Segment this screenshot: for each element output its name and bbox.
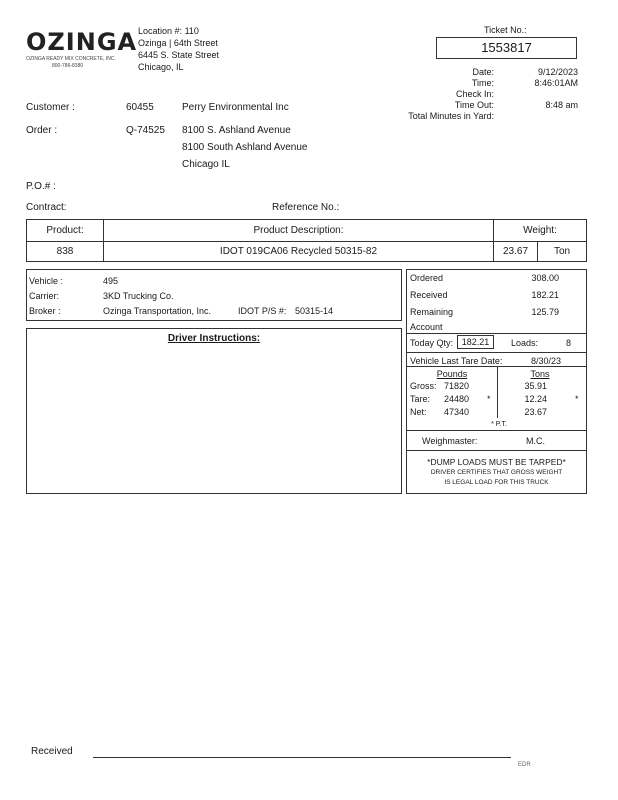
carrier-label: Carrier: bbox=[29, 291, 60, 301]
tare-marker: * bbox=[487, 394, 491, 404]
tare-label: Tare: bbox=[410, 394, 431, 404]
reference-label: Reference No.: bbox=[272, 202, 340, 213]
company-logo: OZINGA bbox=[26, 28, 138, 56]
gross-tons: 35.91 bbox=[524, 381, 547, 391]
tarp-notice: *DUMP LOADS MUST BE TARPED* bbox=[427, 457, 566, 467]
loads-value: 8 bbox=[565, 338, 571, 348]
tare-date-label: Vehicle Last Tare Date: bbox=[410, 356, 503, 366]
net-tons: 23.67 bbox=[524, 407, 547, 417]
today-qty-box bbox=[457, 335, 494, 349]
ticket-number-box bbox=[436, 37, 577, 59]
gross-weight-notice: DRIVER CERTIFIES THAT GROSS WEIGHT bbox=[430, 469, 563, 476]
driver-instructions-box bbox=[26, 328, 402, 494]
timeout-value: 8:48 am bbox=[545, 100, 578, 110]
product-header: Product: bbox=[46, 225, 84, 236]
po-label: P.O.# : bbox=[26, 181, 56, 192]
ticket-number: 1553817 bbox=[481, 40, 532, 55]
product-description: IDOT 019CA06 Recycled 50315-82 bbox=[219, 246, 378, 257]
time-value: 8:46:01AM bbox=[534, 78, 578, 88]
received-qty-value: 182.21 bbox=[531, 290, 559, 300]
order-id: Q-74525 bbox=[126, 125, 165, 136]
tare-pounds: 24480 bbox=[443, 394, 469, 404]
product-unit: Ton bbox=[553, 246, 571, 257]
weight-header: Weight: bbox=[523, 225, 557, 236]
account-label: Account bbox=[410, 322, 443, 332]
pounds-header: Pounds bbox=[436, 369, 468, 379]
net-pounds: 47340 bbox=[443, 407, 469, 417]
location-line bbox=[138, 26, 199, 36]
order-city: Chicago IL bbox=[182, 159, 230, 170]
product-code: 838 bbox=[56, 246, 74, 257]
ordered-value: 308.00 bbox=[531, 273, 559, 283]
location-city: Chicago, IL bbox=[138, 62, 184, 72]
date-label: Date: bbox=[472, 67, 494, 77]
loads-label: Loads: bbox=[511, 338, 539, 348]
quantities-box bbox=[406, 269, 587, 494]
total-minutes-label: Total Minutes in Yard: bbox=[408, 111, 494, 121]
vehicle-box bbox=[26, 269, 402, 321]
legal-load-notice: IS LEGAL LOAD FOR THIS TRUCK bbox=[444, 479, 549, 486]
date-value: 9/12/2023 bbox=[537, 67, 578, 77]
signature-line bbox=[93, 757, 511, 758]
order-label: Order : bbox=[26, 125, 58, 136]
broker-name: Ozinga Transportation, Inc. bbox=[103, 306, 212, 316]
today-qty-label: Today Qty: bbox=[410, 338, 454, 348]
order-address-2: 8100 South Ashland Avenue bbox=[182, 142, 308, 153]
weighmaster-label: Weighmaster: bbox=[422, 436, 478, 446]
remaining-value: 125.79 bbox=[531, 307, 559, 317]
logo-tagline: OZINGA READY MIX CONCRETE, INC. bbox=[26, 56, 116, 62]
received-label: Received bbox=[31, 746, 73, 757]
tare-date-value: 8/30/23 bbox=[530, 356, 561, 366]
carrier-name: 3KD Trucking Co. bbox=[103, 291, 174, 301]
weighmaster-value: M.C. bbox=[526, 436, 545, 446]
location-name: Ozinga | 64th Street bbox=[138, 38, 218, 48]
ordered-label: Ordered bbox=[410, 273, 444, 283]
time-label: Time: bbox=[471, 78, 494, 88]
received-qty-label: Received bbox=[410, 290, 448, 300]
corner-stamp: EDR bbox=[518, 762, 531, 768]
today-qty-value: 182.21 bbox=[461, 337, 490, 347]
pt-note: * P.T. bbox=[491, 421, 507, 428]
tare-tons-marker: * bbox=[575, 394, 579, 404]
description-header: Product Description: bbox=[253, 225, 344, 236]
tons-header: Tons bbox=[530, 369, 550, 379]
checkin-label: Check In: bbox=[455, 89, 494, 99]
order-address-1: 8100 S. Ashland Avenue bbox=[182, 125, 291, 136]
idot-label: IDOT P/S #: bbox=[238, 306, 287, 316]
broker-label: Broker : bbox=[29, 306, 61, 316]
customer-label: Customer : bbox=[26, 102, 75, 113]
customer-id: 60455 bbox=[126, 102, 154, 113]
logo-phone: 800-786-8380 bbox=[52, 63, 84, 69]
gross-label: Gross: bbox=[410, 381, 437, 391]
tare-tons: 12.24 bbox=[524, 394, 547, 404]
ticket-label: Ticket No.: bbox=[484, 25, 527, 35]
product-weight: 23.67 bbox=[502, 246, 529, 257]
location-number: 110 bbox=[184, 26, 199, 36]
gross-pounds: 71820 bbox=[443, 381, 469, 391]
vehicle-label: Vehicle : bbox=[29, 276, 64, 286]
customer-name: Perry Environmental Inc bbox=[182, 102, 289, 113]
location-label: Location #: bbox=[138, 26, 183, 36]
timeout-label: Time Out: bbox=[454, 100, 494, 110]
remaining-label: Remaining bbox=[410, 307, 454, 317]
net-label: Net: bbox=[410, 407, 427, 417]
location-address: 6445 S. State Street bbox=[138, 50, 220, 60]
product-table bbox=[26, 219, 587, 262]
contract-label: Contract: bbox=[26, 202, 67, 213]
driver-instructions-title: Driver Instructions: bbox=[167, 333, 261, 344]
vehicle-number: 495 bbox=[103, 276, 119, 286]
idot-number: 50315-14 bbox=[295, 306, 334, 316]
